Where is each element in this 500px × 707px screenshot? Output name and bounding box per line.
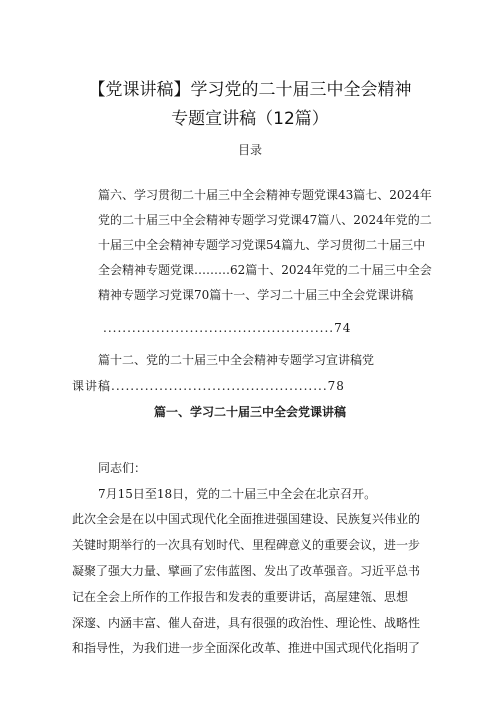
body-line: 深邃、内涵丰富、催人奋进，具有很强的政治性、理论性、战略性 (72, 616, 421, 630)
toc-heading: 目录 (237, 143, 262, 157)
salutation: 同志们： (98, 461, 147, 475)
toc-leader-line: ................................................74 (103, 321, 352, 335)
section-title: 篇一、学习二十届三中全会党课讲稿 (153, 405, 346, 419)
toc-line: 篇十二、党的二十届三中全会精神专题学习宣讲稿党 (98, 353, 375, 367)
body-line: 记在全会上所作的工作报告和发表的重要讲话，高屋建瓴、思想 (72, 590, 409, 604)
body-line: 7月15日至18日，党的二十届三中全会在北京召开。 (98, 487, 377, 501)
toc-line: 全会精神专题党课………62篇十、2024年党的二十届三中全会 (98, 263, 432, 277)
toc-line: 党的二十届三中全会精神专题学习党课47篇八、2024年党的二 (98, 213, 432, 227)
toc-line: 课讲稿.............................................78 (72, 379, 345, 393)
document-title-line-2: 专题宣讲稿（12篇） (171, 109, 329, 129)
toc-line: 精神专题学习党课70篇十一、学习二十届三中全会党课讲稿 (98, 288, 414, 302)
toc-line: 十届三中全会精神专题学习党课54篇九、学习贯彻二十届三中 (98, 238, 426, 252)
body-line: 凝聚了强大力量、擘画了宏伟蓝图、发出了改革强音。习近平总书 (72, 564, 421, 578)
body-line: 关键时期举行的一次具有划时代、里程碑意义的重要会议，进一步 (72, 538, 421, 552)
toc-line: 篇六、学习贯彻二十届三中全会精神专题党课43篇七、2024年 (98, 188, 432, 202)
body-line: 此次全会是在以中国式现代化全面推进强国建设、民族复兴伟业的 (72, 512, 421, 526)
document-title-line-1: 【党课讲稿】学习党的二十届三中全会精神 (88, 80, 412, 100)
body-line: 和指导性，为我们进一步全面深化改革、推进中国式现代化指明了 (72, 641, 421, 655)
